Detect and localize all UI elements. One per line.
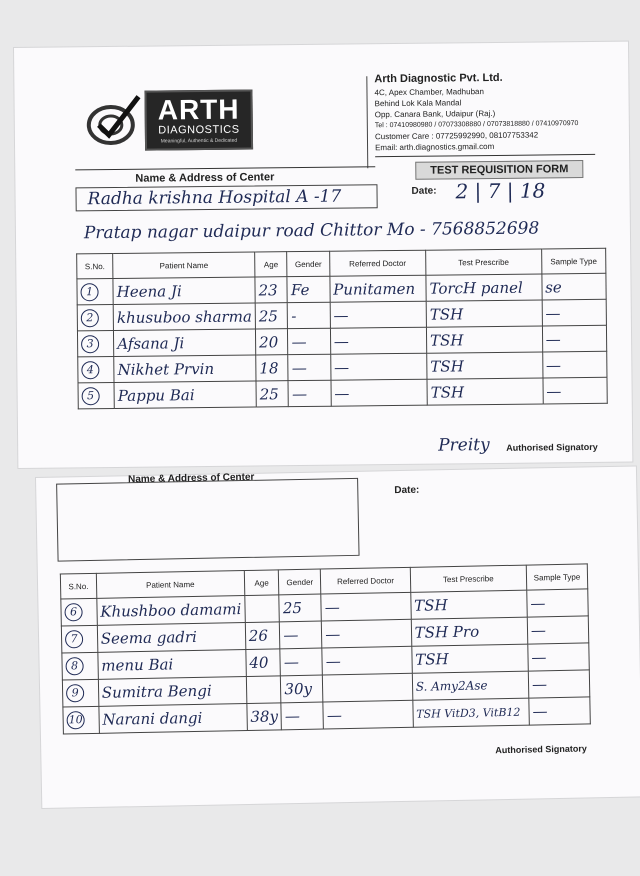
col-referred-doctor: Referred Doctor <box>329 250 426 276</box>
sample-cell: — <box>542 325 607 352</box>
sample-cell: — <box>527 589 589 617</box>
col-sample-type: Sample Type <box>541 248 606 274</box>
sample-cell: se <box>542 273 607 300</box>
authorised-signatory-label: Authorised Signatory <box>495 743 587 756</box>
col-sno: S.No. <box>60 573 96 599</box>
test-cell: TSH <box>426 300 542 327</box>
name-address-label: Name & Address of Center <box>135 171 275 185</box>
sno-cell <box>77 304 113 330</box>
sno-cell <box>77 278 113 304</box>
gender-cell: — <box>281 702 323 730</box>
sample-cell: — <box>527 616 589 644</box>
sno-cell <box>77 330 113 356</box>
sno-circle: 7 <box>65 630 83 648</box>
gender-cell: — <box>288 328 331 354</box>
patient-name-cell: Khushboo damami <box>97 596 246 626</box>
test-cell: TSH VitD3, VitB12 <box>413 698 530 727</box>
test-cell: TorcH panel <box>426 274 542 301</box>
sno-cell <box>78 382 114 408</box>
sno-circle: 10 <box>66 711 84 729</box>
patient-name-cell: Heena Ji <box>113 277 255 304</box>
gender-cell: 30y <box>281 675 323 703</box>
patient-table-top <box>76 248 608 410</box>
sno-circle: 2 <box>81 309 99 327</box>
doctor-cell: Punitamen <box>330 275 427 302</box>
test-cell: S. Amy2Ase <box>412 671 529 700</box>
patient-name-cell: Nikhet Prvin <box>114 355 256 382</box>
authorised-signatory-label: Authorised Signatory <box>506 441 598 453</box>
header-rule <box>375 154 595 157</box>
col-age: Age <box>255 252 288 277</box>
date-label: Date: <box>411 185 437 197</box>
form-title: TEST REQUISITION FORM <box>415 160 583 180</box>
col-sample-type: Sample Type <box>526 564 588 590</box>
patient-name-cell: Afsana Ji <box>114 329 256 356</box>
sample-cell: — <box>528 670 590 698</box>
age-cell: 25 <box>256 381 289 407</box>
sample-cell: — <box>542 351 607 378</box>
test-cell: TSH <box>411 644 528 673</box>
col-test-prescribe: Test Prescribe <box>426 249 542 275</box>
col-sno: S.No. <box>77 253 113 278</box>
test-cell: TSH <box>427 352 543 379</box>
arth-logo <box>84 85 325 168</box>
col-patient-name: Patient Name <box>113 252 255 278</box>
center-line-2: Pratap nagar udaipur road Chittor Mo - 7568852698 <box>83 218 540 244</box>
sno-circle: 5 <box>82 387 100 405</box>
age-cell <box>246 676 281 704</box>
patient-name-cell: Seema gadri <box>97 623 246 653</box>
address-line: Opp. Canara Bank, Udaipur (Raj.) <box>374 108 496 120</box>
sample-cell: — <box>528 643 590 671</box>
doctor-cell: — <box>323 700 413 729</box>
sample-cell: — <box>542 299 607 326</box>
age-cell: 18 <box>256 355 289 381</box>
age-cell: 40 <box>246 649 281 677</box>
age-cell: 38y <box>247 703 282 731</box>
gender-cell: — <box>280 648 322 676</box>
col-referred-doctor: Referred Doctor <box>321 567 411 594</box>
gender-cell: 25 <box>279 594 321 622</box>
sno-circle: 6 <box>64 603 82 621</box>
sno-cell <box>78 356 114 382</box>
age-cell: 20 <box>255 329 288 355</box>
test-cell: TSH <box>427 378 543 405</box>
requisition-form-top <box>14 42 632 468</box>
doctor-cell: — <box>322 619 412 648</box>
company-name: Arth Diagnostic Pvt. Ltd. <box>374 71 503 86</box>
sno-circle: 3 <box>81 335 99 353</box>
table-row <box>78 377 607 409</box>
test-cell: TSH Pro <box>411 617 528 646</box>
address-line: Behind Lok Kala Mandal <box>374 98 462 109</box>
sample-cell: — <box>543 377 608 404</box>
col-age: Age <box>244 570 279 596</box>
doctor-cell: — <box>330 301 427 328</box>
age-cell: 23 <box>255 277 288 303</box>
sno-cell <box>61 625 97 653</box>
company-customer-care: Customer Care : 07725992990, 08107753342 <box>374 130 539 142</box>
age-cell <box>245 595 280 623</box>
sno-cell <box>61 598 97 626</box>
logo-box <box>144 90 253 151</box>
sno-cell <box>62 679 98 707</box>
checkmark-target-icon <box>84 91 143 150</box>
date-label: Date: <box>394 484 420 497</box>
age-cell: 26 <box>245 622 280 650</box>
company-info <box>374 72 615 154</box>
col-patient-name: Patient Name <box>96 571 245 599</box>
sno-circle: 9 <box>66 684 84 702</box>
doctor-cell: — <box>330 353 427 380</box>
col-gender: Gender <box>287 251 329 276</box>
test-cell: TSH <box>426 326 542 353</box>
col-gender: Gender <box>279 569 321 595</box>
patient-name-cell: Sumitra Bengi <box>98 677 247 707</box>
sno-circle: 1 <box>80 283 98 301</box>
signature-mark: Preity <box>438 435 490 456</box>
patient-name-cell: Pappu Bai <box>114 381 256 408</box>
test-cell: TSH <box>410 590 527 619</box>
sno-cell <box>63 706 99 734</box>
gender-cell: - <box>288 302 331 328</box>
requisition-form-bottom <box>36 466 640 807</box>
logo-subtitle: DIAGNOSTICS <box>158 123 240 137</box>
gender-cell: — <box>288 380 331 406</box>
doctor-cell <box>323 673 413 702</box>
doctor-cell: — <box>321 592 411 621</box>
patient-name-cell: menu Bai <box>98 650 247 680</box>
logo-tagline: Meaningful, Authentic & Dedicated <box>160 137 238 145</box>
logo-word: ARTH <box>157 93 240 126</box>
gender-cell: — <box>280 621 322 649</box>
patient-table-bottom <box>60 563 591 734</box>
patient-name-cell: khusuboo sharma <box>113 303 255 330</box>
company-email: Email: arth.diagnostics.gmail.com <box>375 141 495 153</box>
sno-circle: 4 <box>81 361 99 379</box>
doctor-cell: — <box>322 646 412 675</box>
sno-cell <box>62 652 98 680</box>
center-line-1: Radha krishna Hospital A -17 <box>87 186 342 210</box>
col-test-prescribe: Test Prescribe <box>410 565 527 592</box>
sample-cell: — <box>529 697 591 725</box>
patient-name-cell: Narani dangi <box>99 703 248 733</box>
doctor-cell: — <box>330 327 427 354</box>
gender-cell: Fe <box>287 276 330 302</box>
gender-cell: — <box>288 354 331 380</box>
sno-circle: 8 <box>65 657 83 675</box>
name-address-label: Name & Address of Center <box>127 471 255 486</box>
company-tel: Tel : 07410980980 / 07073308880 / 07073818880 / 07410970970 <box>374 120 579 130</box>
center-name-box <box>56 478 359 562</box>
address-line: 4C, Apex Chamber, Madhuban <box>374 87 484 98</box>
age-cell: 25 <box>255 303 288 329</box>
date-value: 2 | 7 | 18 <box>455 178 546 204</box>
header-divider <box>366 76 368 168</box>
doctor-cell: — <box>331 379 428 406</box>
